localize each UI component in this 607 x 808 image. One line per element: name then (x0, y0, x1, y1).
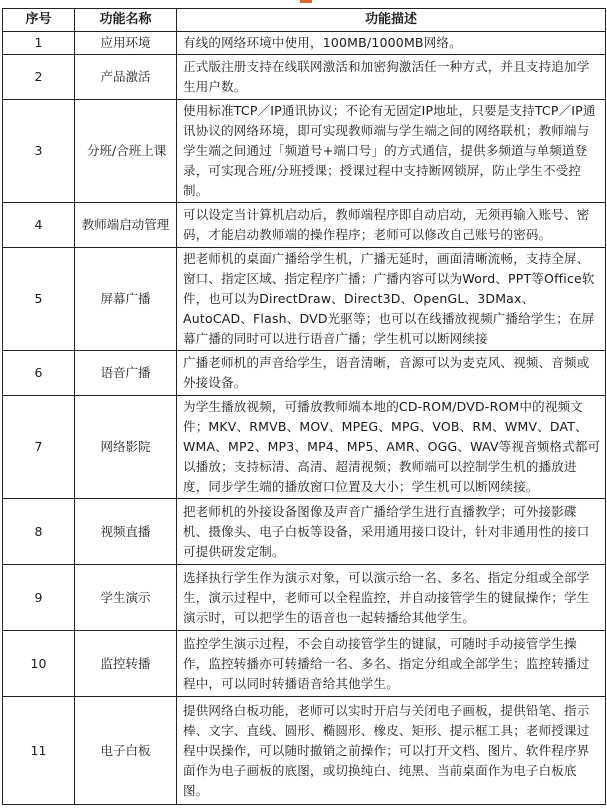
row-name: 分班/合班上课 (75, 100, 177, 203)
row-desc: 提供网络白板功能，老师可以实时开启与关闭电子画板，提供铅笔、指示棒、文字、直线、圆形、椭圆形、橡皮、矩形、提示框工具；老师授课过程中误操作，可以随时撤销之前操作；可以打开文档、图片、软件程序界面作为电子画板的底图，或切换纯白、纯黑、当前桌面作为电子白板底图。 (177, 697, 606, 805)
row-name: 屏幕广播 (75, 248, 177, 351)
row-name: 产品激活 (75, 55, 177, 100)
row-index: 7 (3, 396, 75, 499)
feature-table (2, 8, 606, 805)
top-decoration (300, 0, 312, 3)
row-name: 电子白板 (75, 697, 177, 805)
header-desc: 功能描述 (177, 9, 606, 32)
row-index: 1 (3, 32, 75, 55)
row-name: 语音广播 (75, 351, 177, 396)
row-name: 教师端启动管理 (75, 203, 177, 248)
row-desc: 把老师机的桌面广播给学生机，广播无延时，画面清晰流畅，支持全屏、窗口、指定区域、指定程序广播；广播内容可以为Word、PPT等Office软件，也可以为DirectDraw、Direct3D、OpenGL、3DMax、AutoCAD、Flash、DVD光驱等；也可以在线播放视频广播给学生；在屏幕广播的同时可以进行语音广播；学生机可以断网续接 (177, 248, 606, 351)
header-row (3, 9, 606, 32)
table-row (3, 32, 606, 55)
row-name: 学生演示 (75, 565, 177, 631)
row-index: 9 (3, 565, 75, 631)
table-row (3, 100, 606, 203)
table-row (3, 55, 606, 100)
row-index: 11 (3, 697, 75, 805)
row-desc: 把老师机的外接设备图像及声音广播给学生进行直播教学；可外接影碟机、摄像头、电子白板等设备，采用通用接口设计，针对非通用性的接口可提供研发定制。 (177, 499, 606, 565)
header-index: 序号 (3, 9, 75, 32)
row-name: 视频直播 (75, 499, 177, 565)
table-row (3, 203, 606, 248)
row-index: 4 (3, 203, 75, 248)
row-desc: 正式版注册支持在线联网激活和加密狗激活任一种方式，并且支持追加学生用户数。 (177, 55, 606, 100)
row-desc: 为学生播放视频，可播放教师端本地的CD-ROM/DVD-ROM中的视频文件；MKV、RMVB、MOV、MPEG、MPG、VOB、RM、WMV、DAT、WMA、MP2、MP3、MP4、MP5、AMR、OGG、WAV等视音频格式都可以播放；支持标清、高清、超清视频；教师端可以控制学生机的播放进度，同步学生端的播放窗口位置及大小；学生机可以断网续接。 (177, 396, 606, 499)
row-desc: 广播老师机的声音给学生，语音清晰，音源可以为麦克风、视频、音频或外接设备。 (177, 351, 606, 396)
table-row (3, 396, 606, 499)
row-index: 2 (3, 55, 75, 100)
row-desc: 有线的网络环境中使用，100MB/1000MB网络。 (177, 32, 606, 55)
row-desc: 使用标准TCP／IP通讯协议；不论有无固定IP地址，只要是支持TCP／IP通讯协议的网络环境，即可实现教师端与学生端之间的网络联机；教师端与学生端之间通过「频道号+端口号」的方式通信，提供多频道与单频道登录，可实现合班/分班授课；授课过程中支持断网锁屏，防止学生不受控制。 (177, 100, 606, 203)
row-index: 6 (3, 351, 75, 396)
row-desc: 可以设定当计算机启动后，教师端程序即自动启动，无须再输入账号、密码，才能启动教师端的操作程序；老师可以修改自己账号的密码。 (177, 203, 606, 248)
table-row (3, 631, 606, 697)
row-desc: 选择执行学生作为演示对象，可以演示给一名、多名、指定分组或全部学生，演示过程中，老师可以全程监控，并自动接管学生的键鼠操作；学生演示时，可以把学生的语音也一起转播给其他学生。 (177, 565, 606, 631)
table-row (3, 565, 606, 631)
row-name: 应用环境 (75, 32, 177, 55)
row-desc: 监控学生演示过程，不会自动接管学生的键鼠，可随时手动接管学生操作，监控转播亦可转播给一名、多名、指定分组或全部学生；监控转播过程中，可以同时转播语音给其他学生。 (177, 631, 606, 697)
row-index: 10 (3, 631, 75, 697)
row-name: 网络影院 (75, 396, 177, 499)
header-name: 功能名称 (75, 9, 177, 32)
row-index: 3 (3, 100, 75, 203)
table-row (3, 351, 606, 396)
row-name: 监控转播 (75, 631, 177, 697)
table-row (3, 248, 606, 351)
row-index: 5 (3, 248, 75, 351)
row-index: 8 (3, 499, 75, 565)
table-row (3, 499, 606, 565)
table-row (3, 697, 606, 805)
